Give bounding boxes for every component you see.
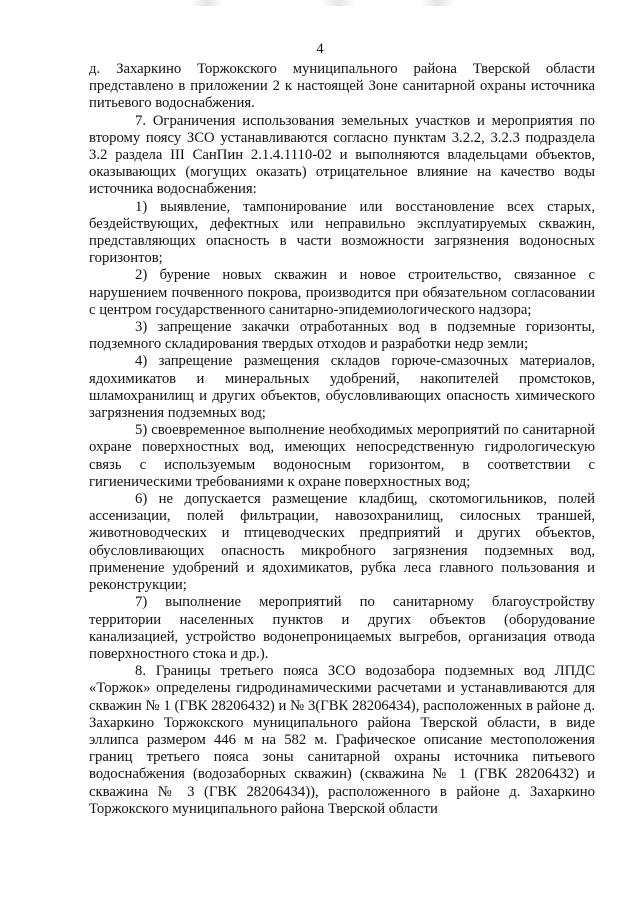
list-item-2: 2) бурение новых скважин и новое строительство, связанное с нарушением почвенного покрова, производится при обязательном согласовании с центром государственного санитарно-эпидемиологического надзора;	[89, 267, 595, 318]
list-item-6: 6) не допускается размещение кладбищ, скотомогильников, полей ассенизации, полей фильтрации, навозохранилищ, силосных траншей, животноводческих и птицеводческих предприятий и других объектов, обусловливающих опасность микробного загрязнения подземных вод, применение удобрений и ядохимикатов, рубка леса главного пользования и реконструкции;	[89, 491, 595, 594]
document-body	[89, 61, 595, 818]
list-item-3: 3) запрещение закачки отработанных вод в подземные горизонты, подземного складирования твердых отходов и разработки недр земли;	[89, 319, 595, 353]
list-item-5: 5) своевременное выполнение необходимых мероприятий по санитарной охране поверхностных вод, имеющих непосредственную гидрологическую связь с используемым водоносным горизонтом, в соответствии с гигиеническими требованиями к охране поверхностных вод;	[89, 422, 595, 490]
scan-edge-artifact	[190, 0, 520, 6]
list-item-7: 7) выполнение мероприятий по санитарному благоустройству территории населенных пунктов и других объектов (оборудование канализацией, устройство водонепроницаемых выгребов, организация отвода поверхностного стока и др.).	[89, 594, 595, 662]
paragraph-restrictions-second-belt: 7. Ограничения использования земельных участков и мероприятия по второму поясу ЗСО устанавливаются согласно пунктам 3.2.2, 3.2.3 подраздела 3.2 раздела III СанПин 2.1.4.1110-02 и выполняются владельцами объектов, оказывающих (могущих оказать) отрицательное влияние на качество воды источника водоснабжения:	[89, 112, 595, 198]
list-item-4: 4) запрещение размещения складов горюче-смазочных материалов, ядохимикатов и минеральных удобрений, накопителей промстоков, шламохранилищ и других объектов, обусловливающих опасность химического загрязнения подземных вод;	[89, 353, 595, 422]
paragraph-third-belt-boundaries: 8. Границы третьего пояса ЗСО водозабора подземных вод ЛПДС «Торжок» определены гидродинамическими расчетами и устанавливаются для скважин № 1 (ГВК 28206432) и № 3(ГВК 28206434), расположенных в районе д. Захаркино Торжокского муниципального района Тверской области, в виде эллипса размером 446 м на 582 м. Графическое описание местоположения границ третьего пояса зоны санитарной охраны источника питьевого водоснабжения (водозаборных скважин) (скважина № 1 (ГВК 28206432) и скважина № 3 (ГВК 28206434)), расположенного в районе д. Захаркино Торжокского муниципального района Тверской области	[89, 663, 595, 817]
list-item-1: 1) выявление, тампонирование или восстановление всех старых, бездействующих, дефектных или неправильно эксплуатируемых скважин, представляющих опасность в части возможности загрязнения водоносных горизонтов;	[89, 198, 595, 267]
page-number: 4	[316, 41, 324, 57]
paragraph-intro: д. Захаркино Торжокского муниципального района Тверской области представлено в приложении 2 к настоящей Зоне санитарной охраны источника питьевого водоснабжения.	[89, 61, 595, 112]
